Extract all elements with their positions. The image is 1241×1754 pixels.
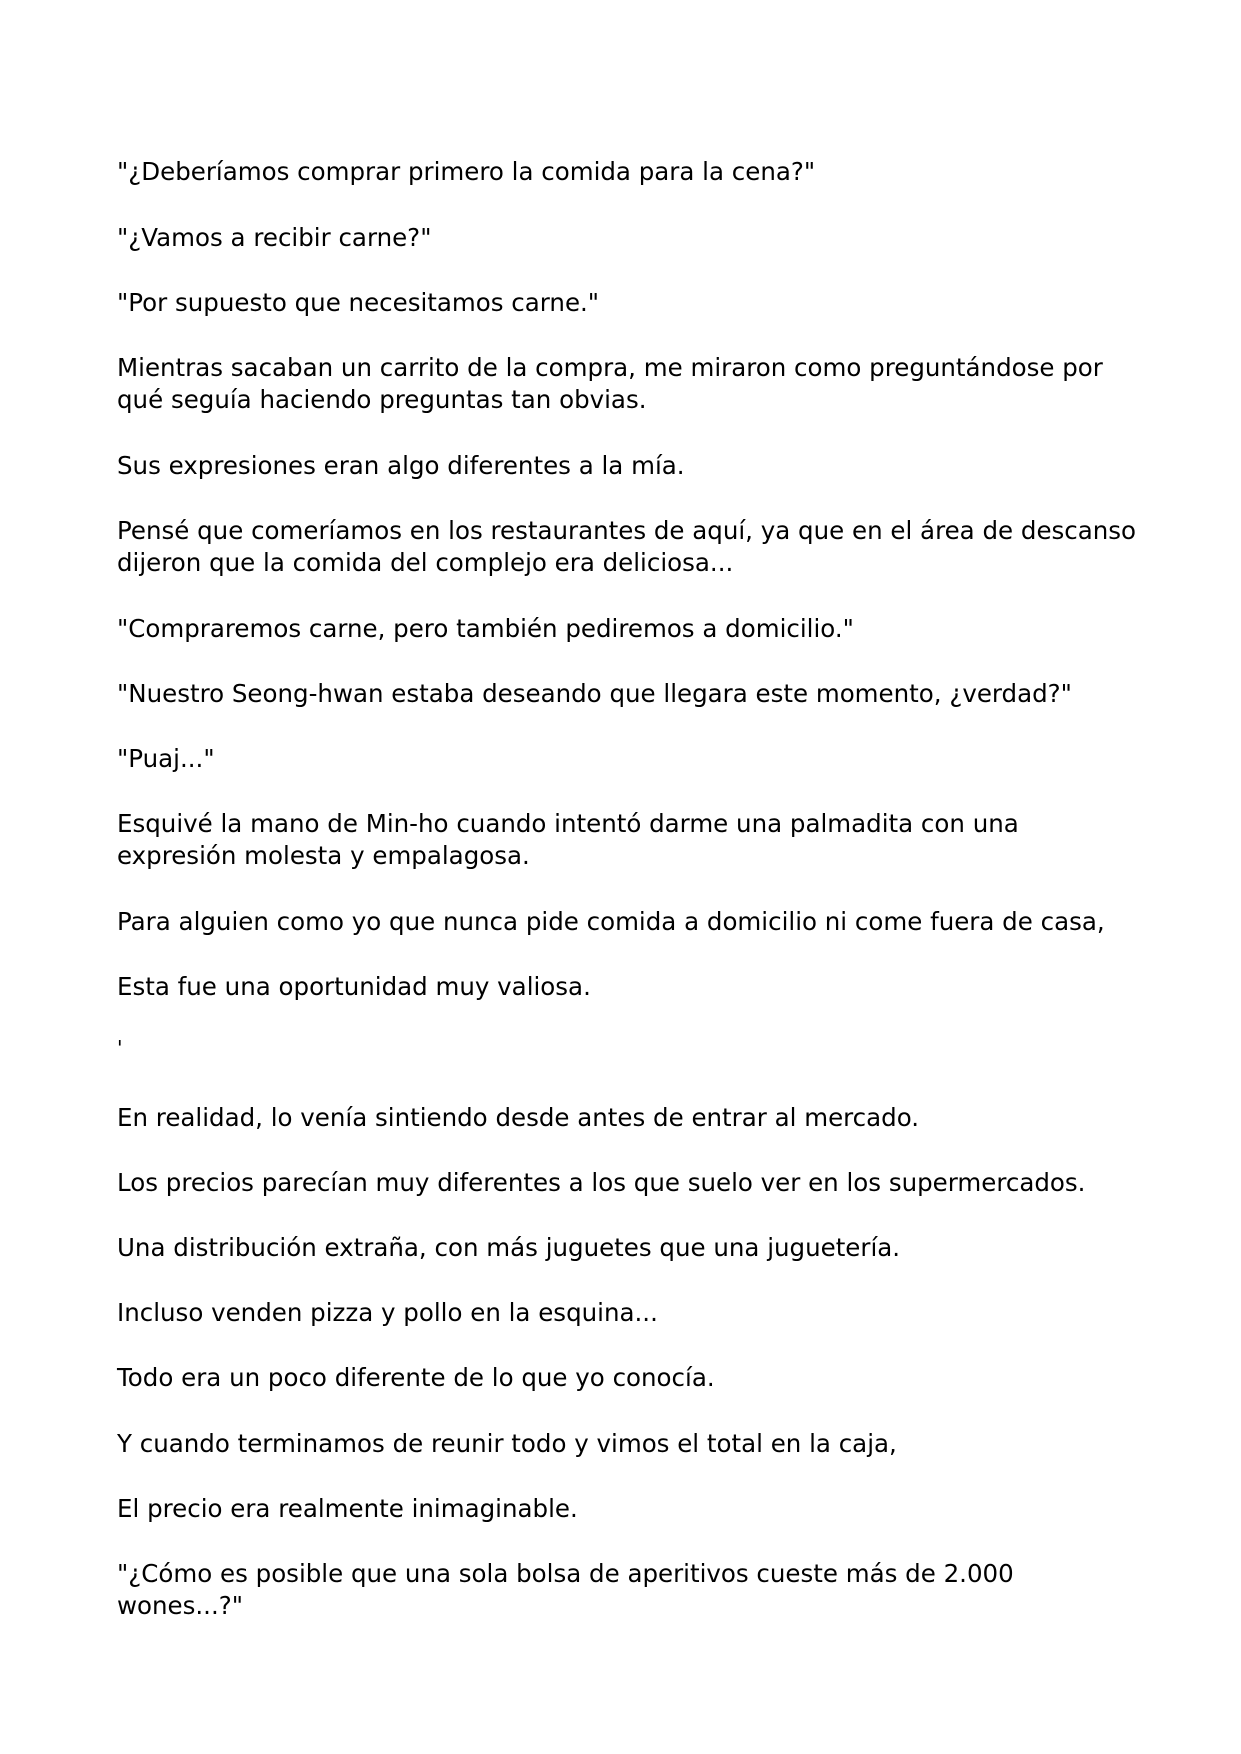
paragraph-7: "Compraremos carne, pero también pediremos a domicilio."	[117, 614, 854, 643]
paragraph-11: Para alguien como yo que nunca pide comida a domicilio ni come fuera de casa,	[117, 907, 1105, 936]
paragraph-6: Pensé que comeríamos en los restaurantes de aquí, ya que en el área de descanso dijeron que la comida del complejo era deliciosa...	[117, 516, 1137, 577]
paragraph-18: Y cuando terminamos de reunir todo y vimos el total en la caja,	[117, 1429, 897, 1458]
paragraph-15: Una distribución extraña, con más juguetes que una juguetería.	[117, 1233, 901, 1262]
paragraph-1: "¿Deberíamos comprar primero la comida para la cena?"	[117, 157, 816, 186]
paragraph-8: "Nuestro Seong-hwan estaba deseando que llegara este momento, ¿verdad?"	[117, 679, 1072, 708]
stray-mark: '	[117, 1036, 123, 1060]
paragraph-14: Los precios parecían muy diferentes a los que suelo ver en los supermercados.	[117, 1168, 1086, 1197]
paragraph-5: Sus expresiones eran algo diferentes a la mía.	[117, 451, 685, 480]
paragraph-3: "Por supuesto que necesitamos carne."	[117, 288, 600, 317]
paragraph-4: Mientras sacaban un carrito de la compra, me miraron como preguntándose por qué seguía haciendo preguntas tan obvias.	[117, 353, 1103, 414]
paragraph-17: Todo era un poco diferente de lo que yo conocía.	[117, 1363, 715, 1392]
paragraph-20: "¿Cómo es posible que una sola bolsa de aperitivos cueste más de 2.000 wones...?"	[117, 1559, 1014, 1620]
paragraph-13: En realidad, lo venía sintiendo desde antes de entrar al mercado.	[117, 1103, 920, 1132]
paragraph-9: "Puaj..."	[117, 744, 215, 773]
paragraph-12: Esta fue una oportunidad muy valiosa.	[117, 972, 591, 1001]
paragraph-2: "¿Vamos a recibir carne?"	[117, 223, 432, 252]
paragraph-16: Incluso venden pizza y pollo en la esquina...	[117, 1298, 658, 1327]
paragraph-10: Esquivé la mano de Min-ho cuando intentó darme una palmadita con una expresión molesta y empalagosa.	[117, 809, 1019, 870]
paragraph-19: El precio era realmente inimaginable.	[117, 1494, 578, 1523]
